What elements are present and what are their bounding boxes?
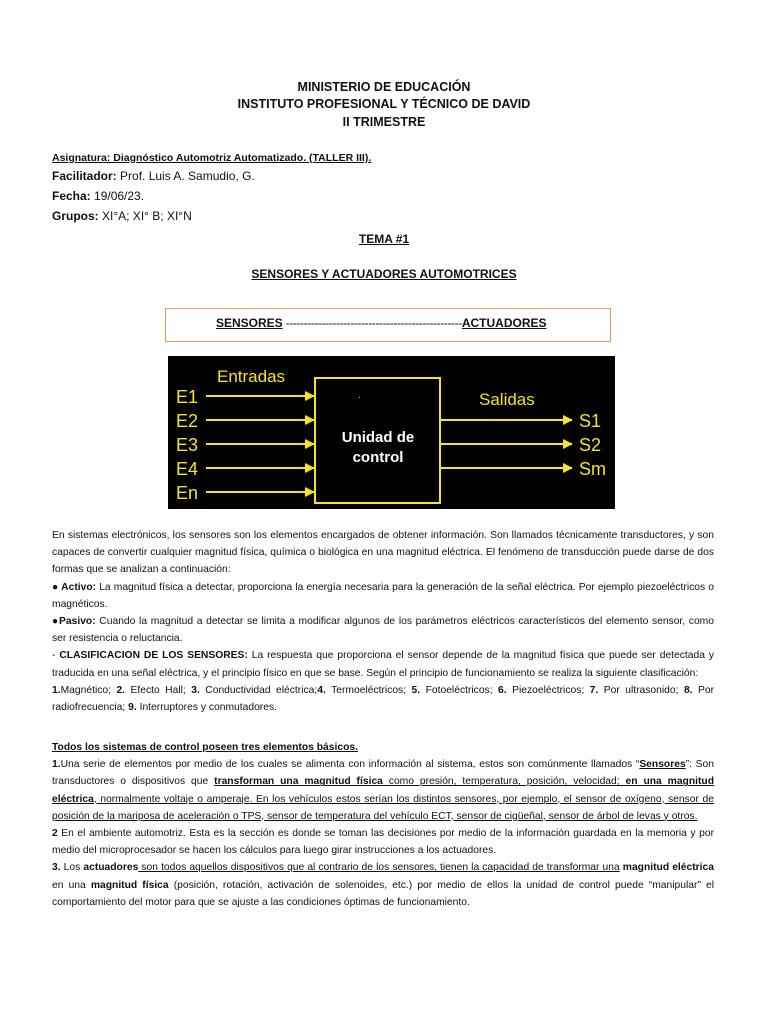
- actuadores-term: actuadores: [83, 862, 139, 874]
- element-3-text-b: son todos aquellos dispositivos que al contrario de los sensores, tienen la capacidad de transformar una: [138, 862, 620, 874]
- element-3-text-a: Los: [60, 862, 84, 874]
- list-item: Piezoeléctricos;: [506, 684, 590, 696]
- input-label: En: [176, 483, 199, 503]
- transforman-term: transforman una magnitud física: [214, 776, 383, 788]
- subject-heading: SENSORES Y ACTUADORES AUTOMOTRICES: [251, 267, 517, 281]
- unit-label-line1: Unidad de: [341, 429, 415, 446]
- list-number: 2.: [116, 684, 126, 696]
- control-unit-diagram: [168, 356, 615, 509]
- clasif-text: La respuesta que proporciona el sensor depende de la magnitud física que puede ser detectada y traducida en una señal eléctrica, y el principio físico en que se base. Según el principio de funcionamiento se realiza la siguiente clasificación:: [52, 650, 715, 679]
- element-3-text-d: (posición, rotación, activación de solenoides, etc.) por medio de ellos la unidad de control puede “manipular” el comportamiento del motor para que se ajuste a las condiciones óptimas de funcionamiento.: [52, 879, 714, 908]
- unit-label-line2: control: [352, 449, 404, 466]
- inputs-title: Entradas: [217, 367, 286, 386]
- list-number: 7.: [589, 684, 599, 696]
- electrica-term: en una magnitud eléctrica: [52, 776, 714, 805]
- trimester-title: II TRIMESTRE: [342, 115, 426, 129]
- input-en: [176, 483, 314, 503]
- fecha-value: 19/06/23.: [94, 189, 145, 203]
- asignatura-line: Asignatura: Diagnóstico Automotriz Automatizado. (TALLER III).: [52, 152, 372, 164]
- input-e1: [176, 387, 314, 407]
- sensores-actuadores-box: [165, 308, 611, 342]
- box-sensores: SENSORES: [216, 316, 283, 330]
- pasivo-label: ●Pasivo:: [52, 616, 96, 628]
- intro-paragraph: En sistemas electrónicos, los sensores son los elementos encargados de obtener información. Son llamados técnicamente transductores, y son capaces de convertir cualquier magnitud física, química o biológica en una magnitud eléctrica. El fenómeno de transducción puede darse de dos formas que se analizan a continuación:: [52, 530, 714, 576]
- list-number: 1.: [52, 684, 61, 696]
- list-number: 4.: [317, 684, 326, 696]
- input-e4: [176, 459, 314, 479]
- output-s2: [441, 435, 601, 455]
- activo-label: ● Activo:: [52, 581, 97, 593]
- facilitador-label: Facilitador:: [52, 169, 121, 183]
- output-label: S1: [579, 411, 602, 431]
- sensores-term: Sensores: [639, 759, 686, 771]
- list-item: Por ultrasonido;: [598, 684, 684, 696]
- facilitador-value: Prof. Luis A. Samudio, G.: [120, 169, 255, 183]
- output-s1: [441, 411, 601, 431]
- input-e2: [176, 411, 314, 431]
- control-elements-heading: Todos los sistemas de control poseen tres elementos básicos.: [52, 742, 358, 753]
- output-label: S2: [579, 435, 602, 455]
- element-2-paragraph: [52, 825, 714, 859]
- element-1-paragraph: [52, 756, 714, 825]
- ministry-title: MINISTERIO DE EDUCACIÓN: [297, 80, 471, 94]
- institute-title: INSTITUTO PROFESIONAL Y TÉCNICO DE DAVID: [237, 97, 531, 111]
- element-1-number: 1.: [52, 759, 61, 771]
- box-dashes: -------------------------------------------------: [282, 316, 462, 330]
- fecha-line: [52, 189, 144, 203]
- element-1-text-b: ”: Son transductores o dispositivos que: [52, 759, 714, 788]
- list-number: 9.: [128, 702, 137, 714]
- list-item: Por radiofrecuencia;: [52, 684, 715, 714]
- output-label: Sm: [579, 459, 606, 479]
- element-3-number: 3.: [52, 862, 61, 874]
- box-content: [216, 316, 547, 330]
- outputs-title: Salidas: [479, 390, 535, 409]
- grupos-line: [52, 209, 192, 223]
- clasif-label: CLASIFICACION DE LOS SENSORES:: [59, 650, 248, 662]
- list-number: 8.: [683, 684, 693, 696]
- grupos-label: Grupos:: [52, 209, 102, 223]
- control-elements-section: [52, 739, 714, 911]
- input-e3: [176, 435, 314, 455]
- input-label: E4: [176, 459, 199, 479]
- input-label: E3: [176, 435, 199, 455]
- list-item: Interruptores y conmutadores.: [136, 702, 277, 714]
- magnitud-fisica-term: magnitud física: [90, 879, 169, 891]
- element-3-paragraph: [52, 859, 714, 911]
- list-number: 6.: [498, 684, 507, 696]
- grupos-value: XI°A; XI° B; XI°N: [102, 209, 192, 223]
- input-label: E2: [176, 411, 199, 431]
- list-item: Termoeléctricos;: [325, 684, 412, 696]
- diagram-svg: [168, 356, 615, 509]
- element-1-text-c: como presión, temperatura, posición, velocidad;: [382, 776, 626, 788]
- input-label: E1: [176, 387, 199, 407]
- list-item: Magnético;: [60, 684, 117, 696]
- fecha-label: Fecha:: [52, 189, 95, 203]
- magnitud-electrica-term: magnitud eléctrica: [622, 862, 714, 874]
- clasif-prefix: -: [52, 650, 60, 662]
- tema-heading: TEMA #1: [358, 232, 410, 246]
- element-2-text: En el ambiente automotriz. Esta es la sección es donde se toman las decisiones por medio de la información guardada en la memoria y por medio del microprocesador se hacen los cálculos para luego girar instrucciones a los actuadores.: [52, 828, 714, 857]
- box-actuadores: ACTUADORES: [461, 316, 547, 330]
- pasivo-text: Cuando la magnitud a detectar se limita a modificar algunos de los parámetros eléctricos característicos del elemento sensor, como ser resistencia o reluctancia.: [52, 616, 714, 645]
- element-2-number: 2: [52, 828, 58, 840]
- list-item: Efecto Hall;: [125, 684, 192, 696]
- element-1-text-a: Una serie de elementos por medio de los cuales se alimenta con información al sistema, estos son comúnmente llamados “: [60, 759, 640, 771]
- list-number: 3.: [191, 684, 200, 696]
- facilitador-line: [52, 169, 255, 183]
- list-item: Conductividad eléctrica;: [199, 684, 318, 696]
- clasificacion-paragraph: [52, 647, 714, 681]
- element-1-text-d: , normalmente voltaje o amperaje. En los vehículos estos serían los distintos sensores, por ejemplo, el sensor de oxígeno, sensor de posición de la mariposa de aceleración o TPS, sensor de temperatura del vehículo ECT, sensor de cigüeñal, sensor de árbol de levas y otros.: [52, 793, 714, 822]
- pasivo-paragraph: [52, 613, 714, 647]
- output-sm: [441, 459, 606, 479]
- activo-paragraph: [52, 579, 714, 613]
- activo-text: La magnitud física a detectar, proporciona la energía necesaria para la generación de la señal eléctrica. Por ejemplo piezoeléctricos o magnéticos.: [52, 581, 714, 610]
- sensors-section: [52, 527, 714, 716]
- element-3-text-c: en una: [52, 879, 91, 891]
- classification-list: [52, 682, 714, 716]
- list-item: Fotoeléctricos;: [420, 684, 499, 696]
- svg-text:.: .: [358, 390, 361, 401]
- list-number: 5.: [411, 684, 421, 696]
